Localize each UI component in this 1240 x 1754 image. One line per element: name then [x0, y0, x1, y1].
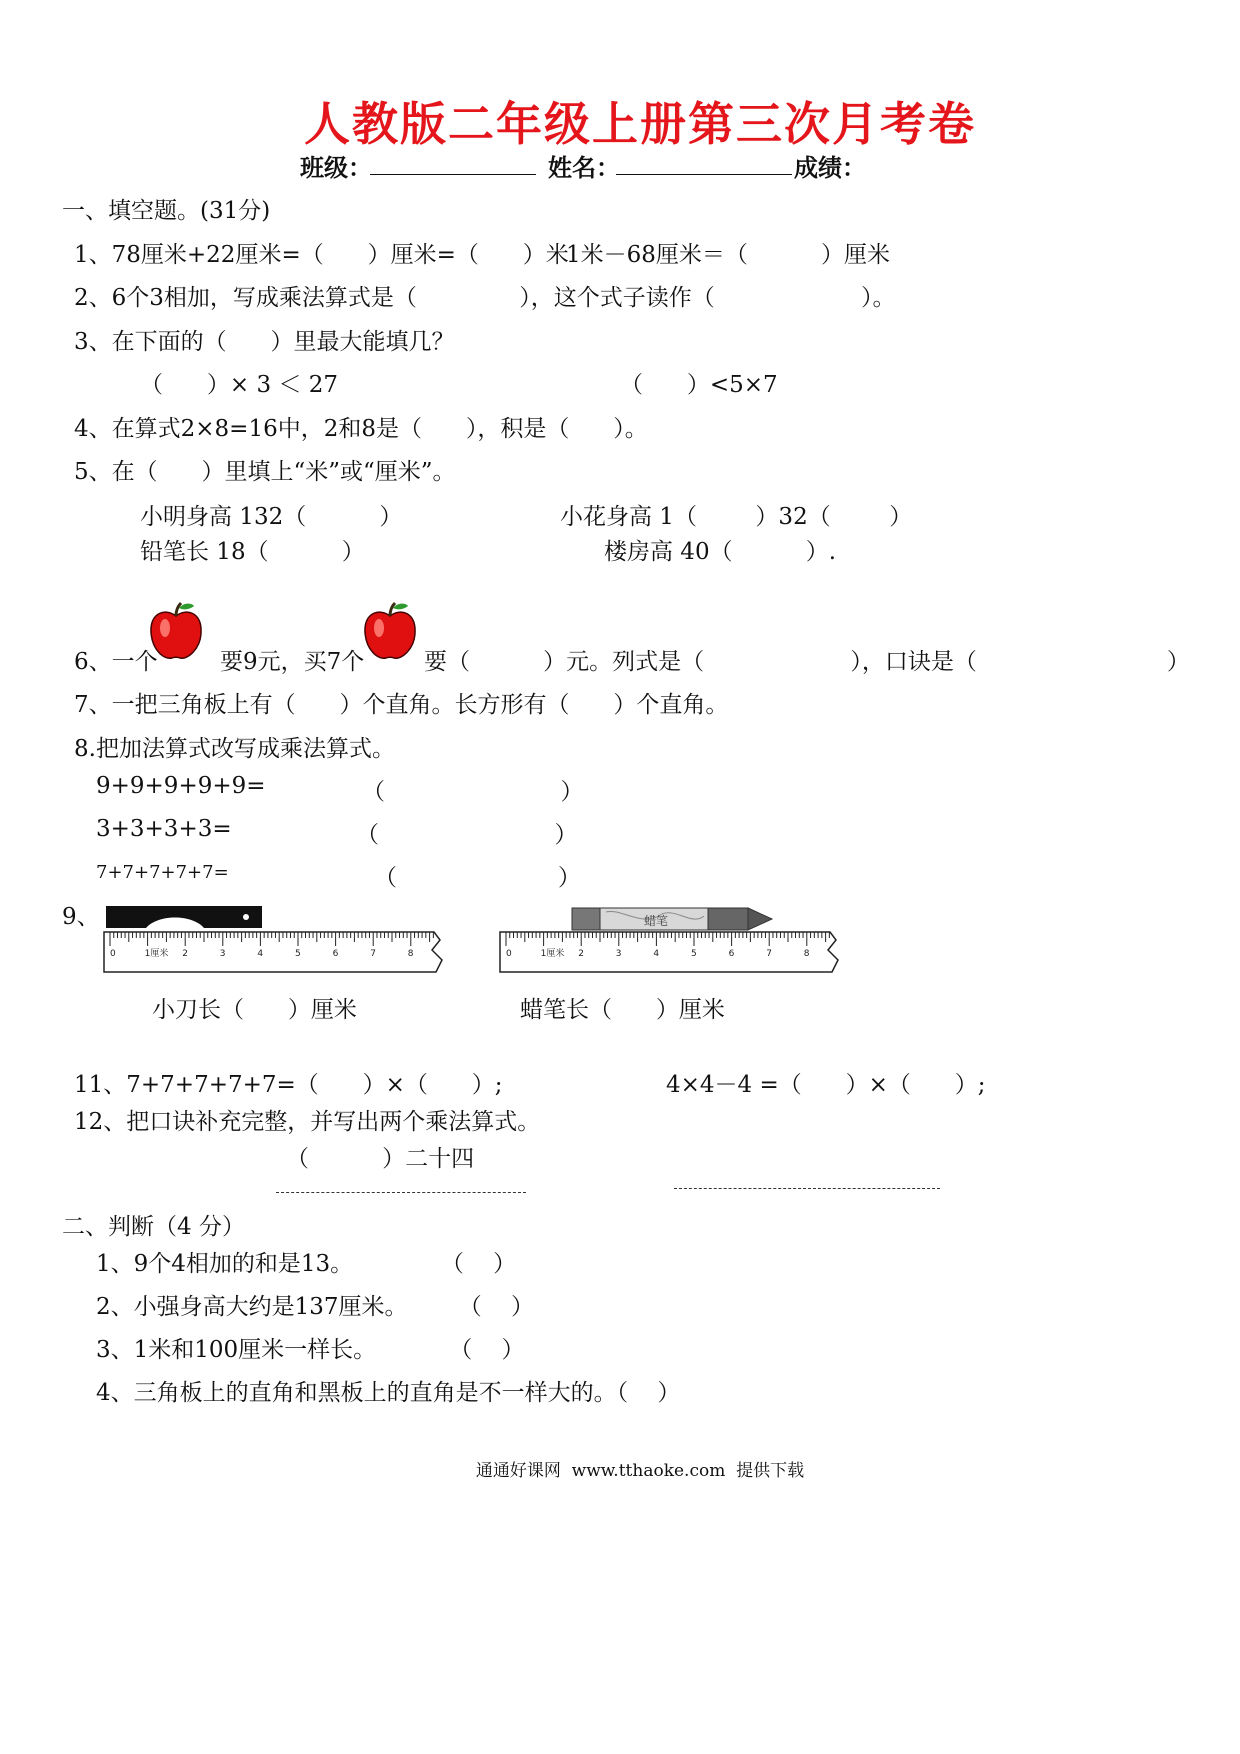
score-label: 成绩：: [794, 154, 866, 182]
q6-part1: 6、一个: [74, 649, 158, 675]
q5-d: 楼房高 40（ ）.: [604, 539, 836, 565]
q8-row2-answer: （ ）: [356, 822, 578, 848]
q8-row3-answer: （ ）: [374, 865, 581, 891]
ruler-tick-label: 7: [370, 949, 376, 959]
q6-part3: 要（ ）元。列式是（ ），口诀是（ ）: [424, 649, 1190, 675]
ruler-tick-label: 0: [506, 949, 512, 959]
ruler-tick-label: 6: [332, 949, 339, 959]
judge-item-1: 1、9个4相加的和是13。 （ ）: [96, 1251, 517, 1277]
q1-part-b: 1米－68厘米＝（ ）厘米: [566, 242, 891, 268]
ruler-tick-label: 4: [653, 949, 660, 959]
judge-item-4: 4、三角板上的直角和黑板上的直角是不一样大的。（ ）: [96, 1380, 681, 1406]
q4: 4、在算式2×8=16中，2和8是（ ），积是（ ）。: [74, 416, 648, 442]
apple-icon: [362, 602, 418, 662]
q9-label: 9、: [62, 904, 100, 930]
q8-row3-expr: 7+7+7+7+7=: [96, 862, 229, 883]
ruler-tick-label: 1厘米: [540, 949, 565, 959]
q1-part-a: 1、78厘米+22厘米=（ ）厘米=（ ）米: [74, 242, 569, 268]
q12-answer-line-2[interactable]: [674, 1188, 940, 1189]
ruler-tick-label: 5: [691, 949, 697, 959]
q11-a: 11、7+7+7+7+7=（ ）×（ ）;: [74, 1072, 503, 1098]
q3-a: （ ）× 3 ＜ 27: [140, 372, 338, 398]
q8-row1-expr: 9+9+9+9+9=: [96, 773, 266, 799]
q5-b: 小花身高 1（ ）32（ ）: [560, 504, 913, 530]
q8-row2-expr: 3+3+3+3=: [96, 816, 232, 842]
q5-stem: 5、在（ ）里填上“米”或“厘米”。: [74, 459, 456, 485]
ruler-tick-label: 8: [803, 949, 810, 959]
crayon-label: 蜡笔: [644, 914, 669, 928]
ruler-tick-label: 2: [182, 949, 188, 959]
section2-heading: 二、判断（4 分）: [62, 1214, 245, 1240]
ruler-tick-label: 1厘米: [144, 949, 169, 959]
knife-icon: [106, 906, 264, 930]
q3-stem: 3、在下面的（ ）里最大能填几？: [74, 329, 455, 355]
name-field[interactable]: [616, 174, 792, 175]
ruler-left: [102, 928, 444, 974]
q11-b: 4×4－4 =（ ）×（ ）;: [666, 1072, 986, 1098]
q12-rhyme: （ ）二十四: [286, 1146, 475, 1172]
ruler-tick-label: 0: [110, 949, 116, 959]
q12-stem: 12、把口诀补充完整，并写出两个乘法算式。: [74, 1109, 541, 1135]
q9-knife-text: 小刀长（ ）厘米: [152, 997, 357, 1023]
footer-credit: 通通好课网 www.tthaoke.com 提供下载: [475, 1461, 805, 1481]
q12-answer-line-1[interactable]: [276, 1192, 526, 1193]
q5-a: 小明身高 132（ ）: [140, 504, 403, 530]
q6-part2: 要9元，买7个: [220, 649, 365, 675]
ruler-tick-label: 6: [728, 949, 735, 959]
apple-icon: [148, 602, 204, 662]
q5-c: 铅笔长 18（ ）: [140, 539, 365, 565]
page-title: 人教版二年级上册第三次月考卷: [304, 97, 976, 151]
q9-crayon-text: 蜡笔长（ ）厘米: [520, 997, 725, 1023]
ruler-tick-label: 7: [766, 949, 772, 959]
section1-heading: 一、填空题。(31分): [62, 198, 271, 224]
q8-row1-answer: （ ）: [362, 779, 584, 805]
q3-b: （ ）<5×7: [620, 372, 778, 398]
ruler-tick-label: 8: [407, 949, 414, 959]
ruler-tick-label: 3: [219, 949, 226, 959]
ruler-tick-label: 3: [615, 949, 622, 959]
name-label: 姓名：: [548, 154, 620, 182]
judge-item-3: 3、1米和100厘米一样长。 （ ）: [96, 1337, 525, 1363]
ruler-tick-label: 5: [295, 949, 301, 959]
q8-stem: 8.把加法算式改写成乘法算式。: [74, 736, 395, 762]
q2: 2、6个3相加，写成乘法算式是（ ），这个式子读作（ ）。: [74, 285, 896, 311]
judge-item-2: 2、小强身高大约是137厘米。 （ ）: [96, 1294, 534, 1320]
ruler-tick-label: 4: [257, 949, 264, 959]
class-field[interactable]: [370, 174, 536, 175]
ruler-right: [498, 928, 840, 974]
class-label: 班级：: [300, 154, 372, 182]
q7: 7、一把三角板上有（ ）个直角。长方形有（ ）个直角。: [74, 692, 729, 718]
ruler-tick-label: 2: [578, 949, 584, 959]
